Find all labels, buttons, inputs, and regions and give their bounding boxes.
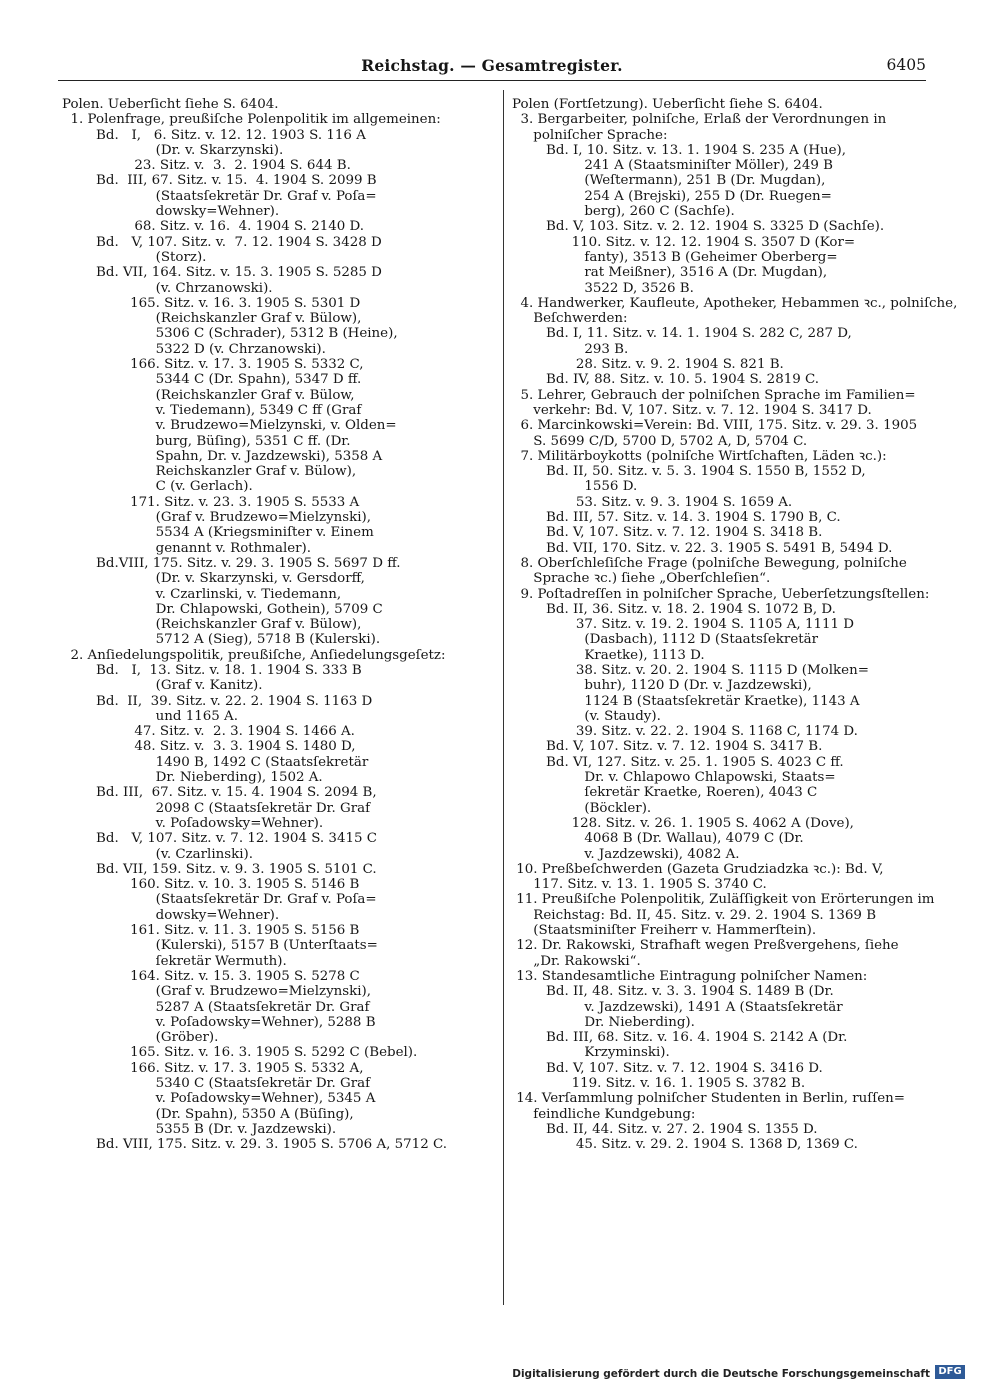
index-line: v. Poſadowsky=Wehner).	[62, 815, 324, 831]
column-divider	[503, 90, 504, 1305]
index-line: Bd. II, 44. Sitz. v. 27. 2. 1904 S. 1355 D.	[512, 1121, 818, 1137]
index-line: Bd. II, 50. Sitz. v. 5. 3. 1904 S. 1550 B, 1552 D,	[512, 464, 866, 480]
index-line: rat Meißner), 3516 A (Dr. Mugdan),	[512, 265, 828, 281]
index-line: 5355 B (Dr. v. Jazdzewski).	[62, 1121, 337, 1137]
index-line: verkehr: Bd. V, 107. Sitz. v. 7. 12. 1904 S. 3417 D.	[512, 402, 872, 418]
index-line: Bd. VII, 159. Sitz. v. 9. 3. 1905 S. 5101 C.	[62, 861, 377, 877]
index-line: Bd. III, 68. Sitz. v. 16. 4. 1904 S. 2142 A (Dr.	[512, 1030, 848, 1046]
index-line: 47. Sitz. v. 2. 3. 1904 S. 1466 A.	[62, 724, 355, 740]
index-line: 171. Sitz. v. 23. 3. 1905 S. 5533 A	[62, 494, 360, 510]
left-column	[62, 97, 492, 1152]
index-line: (Staatsminiſter Freiherr v. Hammerſtein).	[512, 923, 817, 939]
right-column	[512, 97, 958, 1153]
index-line: 254 A (Brejski), 255 D (Dr. Ruegen=	[512, 188, 832, 204]
index-line: (Dr. v. Skarzynski).	[62, 142, 284, 158]
index-line: (Reichskanzler Graf v. Bülow),	[62, 311, 362, 327]
index-line: 5287 A (Staatsſekretär Dr. Graf	[62, 999, 370, 1015]
index-line: v. Brudzewo=Mielzynski, v. Olden=	[62, 418, 397, 434]
index-line: v. Poſadowsky=Wehner), 5288 B	[62, 1014, 376, 1030]
index-line: 5. Lehrer, Gebrauch der polniſchen Sprache im Familien=	[512, 387, 916, 403]
index-line: 160. Sitz. v. 10. 3. 1905 S. 5146 B	[62, 877, 360, 893]
index-line: polniſcher Sprache:	[512, 127, 668, 143]
index-line: 165. Sitz. v. 16. 3. 1905 S. 5292 C (Bebel).	[62, 1045, 418, 1061]
index-line: 68. Sitz. v. 16. 4. 1904 S. 2140 D.	[62, 219, 365, 235]
index-line: 2. Anſiedelungspolitik, preußiſche, Anſiedelungsgeſetz:	[62, 647, 446, 663]
index-line: Polen. Ueberſicht ſiehe S. 6404.	[62, 97, 279, 112]
index-line: 38. Sitz. v. 20. 2. 1904 S. 1115 D (Molken=	[512, 662, 869, 678]
index-line: (Böckler).	[512, 800, 652, 816]
index-line: Bd. I, 6. Sitz. v. 12. 12. 1903 S. 116 A	[62, 127, 366, 143]
index-line: 241 A (Staatsminiſter Möller), 249 B	[512, 158, 833, 174]
index-line: 5534 A (Kriegsminiſter v. Einem	[62, 525, 374, 541]
index-line: 8. Oberſchleſiſche Frage (polniſche Bewegung, polniſche	[512, 555, 907, 571]
index-line: (Storz).	[62, 249, 207, 265]
index-line: Bd. VII, 164. Sitz. v. 15. 3. 1905 S. 5285 D	[62, 265, 382, 281]
index-line: Sprache ꝛc.) ſiehe „Oberſchleſien“.	[512, 571, 771, 587]
index-line: 4068 B (Dr. Wallau), 4079 C (Dr.	[512, 831, 804, 847]
index-line: 5322 D (v. Chrzanowski).	[62, 341, 326, 357]
index-line: dowsky=Wehner).	[62, 204, 280, 220]
index-line: 14. Verſammlung polniſcher Studenten in Berlin, ruſſen=	[512, 1091, 905, 1107]
index-line: Dr. v. Chlapowo Chlapowski, Staats=	[512, 770, 836, 786]
index-line: (Dasbach), 1112 D (Staatsſekretär	[512, 632, 819, 648]
index-line: v. Jazdzewski), 4082 A.	[512, 846, 740, 862]
index-line: 166. Sitz. v. 17. 3. 1905 S. 5332 A,	[62, 1060, 364, 1076]
index-line: (Gröber).	[62, 1030, 219, 1046]
index-line: 5306 C (Schrader), 5312 B (Heine),	[62, 326, 398, 342]
index-line: S. 5699 C/D, 5700 D, 5702 A, D, 5704 C.	[512, 433, 808, 449]
index-line: v. Tiedemann), 5349 C ff (Graf	[62, 402, 362, 418]
index-line: 1. Polenfrage, preußiſche Polenpolitik im allgemeinen:	[62, 112, 441, 128]
funding-note: Digitalisierung gefördert durch die Deutsche Forschungsgemeinschaft	[512, 1368, 930, 1380]
index-line: 1556 D.	[512, 479, 638, 495]
index-line: Bd. III, 67. Sitz. v. 15. 4. 1904 S. 2099 B	[62, 173, 377, 189]
index-line: Bd. V, 107. Sitz. v. 7. 12. 1904 S. 3418 B.	[512, 525, 823, 541]
index-line: Bd. III, 57. Sitz. v. 14. 3. 1904 S. 1790 B, C.	[512, 510, 841, 526]
index-line: 9. Poſtadreſſen in polniſcher Sprache, Ueberſetzungsſtellen:	[512, 586, 930, 602]
index-line: ſekretär Kraetke, Roeren), 4043 C	[512, 785, 818, 801]
index-line: 119. Sitz. v. 16. 1. 1905 S. 3782 B.	[512, 1076, 806, 1091]
index-line: Reichskanzler Graf v. Bülow),	[62, 464, 357, 480]
index-line: (v. Staudy).	[512, 708, 661, 724]
index-line: 37. Sitz. v. 19. 2. 1904 S. 1105 A, 1111 D	[512, 617, 855, 633]
index-line: (Reichskanzler Graf v. Bülow),	[62, 617, 362, 633]
index-line: genannt v. Rothmaler).	[62, 540, 312, 556]
index-line: (v. Chrzanowski).	[62, 280, 273, 296]
index-line: burg, Büſing), 5351 C ff. (Dr.	[62, 433, 351, 449]
index-line: Bd. IV, 88. Sitz. v. 10. 5. 1904 S. 2819 C.	[512, 372, 820, 388]
index-line: Bd. II, 39. Sitz. v. 22. 2. 1904 S. 1163 D	[62, 693, 373, 709]
index-line: (Dr. v. Skarzynski, v. Gersdorff,	[62, 571, 365, 587]
page-header	[58, 54, 926, 76]
index-line: Krzyminski).	[512, 1045, 670, 1061]
page-number: 6405	[886, 56, 926, 74]
index-line: 3. Bergarbeiter, polniſche, Erlaß der Verordnungen in	[512, 112, 887, 128]
index-line: Bd. III, 67. Sitz. v. 15. 4. 1904 S. 2094 B,	[62, 785, 377, 801]
index-line: v. Jazdzewski), 1491 A (Staatsſekretär	[512, 999, 843, 1015]
index-line: Polen (Fortſetzung). Ueberſicht ſiehe S. 6404.	[512, 97, 823, 112]
index-line: (Dr. Spahn), 5350 A (Büſing),	[62, 1106, 354, 1122]
index-line: dowsky=Wehner).	[62, 907, 280, 923]
index-line: 1124 B (Staatsſekretär Kraetke), 1143 A	[512, 693, 860, 709]
index-line: 10. Preßbeſchwerden (Gazeta Grudziadzka ꝛc.): Bd. V,	[512, 861, 884, 877]
index-line: 293 B.	[512, 341, 629, 357]
index-line: Bd. V, 107. Sitz. v. 7. 12. 1904 S. 3415 C	[62, 831, 378, 847]
index-line: Bd. V, 107. Sitz. v. 7. 12. 1904 S. 3416 D.	[512, 1060, 823, 1076]
index-line: Bd. V, 107. Sitz. v. 7. 12. 1904 S. 3428 D	[62, 234, 382, 250]
index-line: (Staatsſekretär Dr. Graf v. Poſa=	[62, 892, 377, 908]
index-line: (Reichskanzler Graf v. Bülow,	[62, 387, 355, 403]
index-line: Bd. VIII, 175. Sitz. v. 29. 3. 1905 S. 5706 A, 5712 C.	[62, 1137, 447, 1153]
index-line: 23. Sitz. v. 3. 2. 1904 S. 644 B.	[62, 158, 351, 174]
index-line: 13. Standesamtliche Eintragung polniſcher Namen:	[512, 968, 868, 984]
index-line: Bd. I, 10. Sitz. v. 13. 1. 1904 S. 235 A (Hue),	[512, 142, 847, 158]
index-line: (Graf v. Brudzewo=Mielzynski),	[62, 984, 372, 1000]
index-line: 161. Sitz. v. 11. 3. 1905 S. 5156 B	[62, 923, 360, 939]
index-line: 39. Sitz. v. 22. 2. 1904 S. 1168 C, 1174 D.	[512, 724, 858, 740]
index-line: 12. Dr. Rakowski, Strafhaft wegen Preßvergehens, ſiehe	[512, 938, 899, 954]
index-line: 4. Handwerker, Kaufleute, Apotheker, Hebammen ꝛc., polniſche,	[512, 295, 958, 311]
index-line: fanty), 3513 B (Geheimer Oberberg=	[512, 249, 838, 265]
index-line: 128. Sitz. v. 26. 1. 1905 S. 4062 A (Dove),	[512, 815, 854, 831]
index-line: 5344 C (Dr. Spahn), 5347 D ff.	[62, 372, 362, 388]
index-line: Spahn, Dr. v. Jazdzewski), 5358 A	[62, 448, 383, 464]
index-line: C (v. Gerlach).	[62, 479, 253, 495]
index-line: (Staatsſekretär Dr. Graf v. Poſa=	[62, 188, 377, 204]
index-line: Kraetke), 1113 D.	[512, 647, 705, 663]
index-line: Reichstag: Bd. II, 45. Sitz. v. 29. 2. 1904 S. 1369 B	[512, 907, 877, 923]
index-line: Dr. Nieberding), 1502 A.	[62, 770, 323, 786]
index-line: 45. Sitz. v. 29. 2. 1904 S. 1368 D, 1369 C.	[512, 1137, 858, 1153]
index-line: Bd. VI, 127. Sitz. v. 25. 1. 1905 S. 4023 C ff.	[512, 754, 844, 770]
index-line: 2098 C (Staatsſekretär Dr. Graf	[62, 800, 371, 816]
index-line: v. Poſadowsky=Wehner), 5345 A	[62, 1091, 376, 1107]
index-line: 165. Sitz. v. 16. 3. 1905 S. 5301 D	[62, 295, 361, 311]
index-line: 6. Marcinkowski=Verein: Bd. VIII, 175. Sitz. v. 29. 3. 1905	[512, 418, 918, 434]
index-line: Bd. I, 11. Sitz. v. 14. 1. 1904 S. 282 C, 287 D,	[512, 326, 852, 342]
index-line: 166. Sitz. v. 17. 3. 1905 S. 5332 C,	[62, 357, 364, 373]
index-line: Bd. V, 103. Sitz. v. 2. 12. 1904 S. 3325 D (Sachſe).	[512, 219, 885, 235]
index-line: feindliche Kundgebung:	[512, 1106, 696, 1122]
index-line: (Kulerski), 5157 B (Unterſtaats=	[62, 938, 378, 954]
index-line: „Dr. Rakowski“.	[512, 953, 641, 969]
index-line: 5340 C (Staatsſekretär Dr. Graf	[62, 1076, 371, 1091]
index-line: 164. Sitz. v. 15. 3. 1905 S. 5278 C	[62, 968, 360, 984]
index-line: (Weſtermann), 251 B (Dr. Mugdan),	[512, 173, 826, 189]
index-line: Bd. II, 48. Sitz. v. 3. 3. 1904 S. 1489 B (Dr.	[512, 984, 834, 1000]
index-line: ſekretär Wermuth).	[62, 953, 287, 969]
index-line: Bd.VIII, 175. Sitz. v. 29. 3. 1905 S. 5697 D ff.	[62, 555, 401, 571]
index-line: Bd. II, 36. Sitz. v. 18. 2. 1904 S. 1072 B, D.	[512, 601, 836, 617]
index-line: 3522 D, 3526 B.	[512, 280, 694, 296]
index-line: 28. Sitz. v. 9. 2. 1904 S. 821 B.	[512, 357, 784, 373]
running-title: Reichstag. — Gesamtregister.	[361, 56, 623, 75]
index-line: 7. Militärboykotts (polniſche Wirtſchaften, Läden ꝛc.):	[512, 448, 887, 464]
index-line: (v. Czarlinski).	[62, 846, 253, 862]
index-line: Bd. I, 13. Sitz. v. 18. 1. 1904 S. 333 B	[62, 662, 362, 678]
index-line: Bd. VII, 170. Sitz. v. 22. 3. 1905 S. 5491 B, 5494 D.	[512, 540, 893, 556]
index-line: Dr. Nieberding).	[512, 1014, 695, 1030]
index-line: 48. Sitz. v. 3. 3. 1904 S. 1480 D,	[62, 739, 356, 755]
index-line: (Graf v. Brudzewo=Mielzynski),	[62, 510, 372, 526]
index-line: Beſchwerden:	[512, 311, 628, 327]
index-line: 53. Sitz. v. 9. 3. 1904 S. 1659 A.	[512, 494, 793, 510]
index-line: v. Czarlinski, v. Tiedemann,	[62, 586, 342, 602]
index-line: 117. Sitz. v. 13. 1. 1905 S. 3740 C.	[512, 877, 767, 893]
index-line: 11. Preußiſche Polenpolitik, Zuläſſigkeit von Erörterungen im	[512, 892, 935, 908]
index-line: 5712 A (Sieg), 5718 B (Kulerski).	[62, 632, 381, 648]
index-line: 110. Sitz. v. 12. 12. 1904 S. 3507 D (Kor=	[512, 234, 856, 250]
index-line: Dr. Chlapowski, Gothein), 5709 C	[62, 601, 383, 617]
index-line: Bd. V, 107. Sitz. v. 7. 12. 1904 S. 3417 B.	[512, 739, 823, 755]
index-line: buhr), 1120 D (Dr. v. Jazdzewski),	[512, 678, 812, 694]
index-line: (Graf v. Kanitz).	[62, 678, 263, 694]
index-line: und 1165 A.	[62, 708, 238, 724]
header-rule	[58, 80, 926, 81]
dfg-logo: DFG	[935, 1365, 965, 1379]
index-line: 1490 B, 1492 C (Staatsſekretär	[62, 754, 369, 770]
index-line: berg), 260 C (Sachſe).	[512, 204, 735, 220]
